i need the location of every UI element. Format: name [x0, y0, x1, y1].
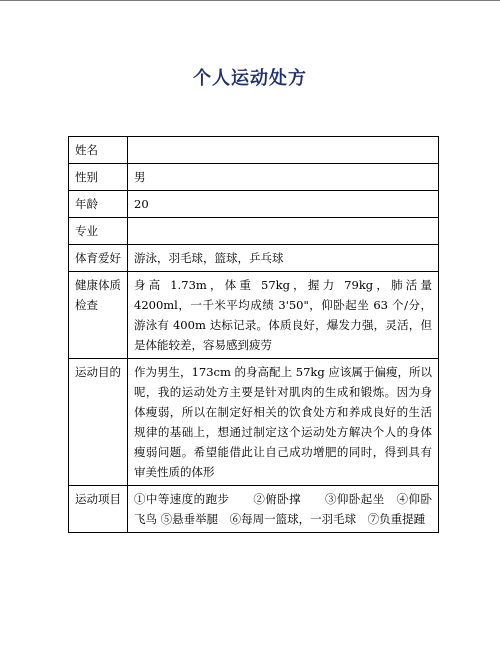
field-label: 体育爱好 [69, 245, 128, 272]
field-value-hobbies: 游泳，羽毛球，篮球，乒乓球 [128, 245, 439, 272]
field-value-gender: 男 [128, 164, 439, 191]
field-value-purpose: 作为男生，173cm 的身高配上 57kg 应该属于偏瘦，所以呢，我的运动处方主要是针对肌肉的生成和锻炼。因为身体瘦弱，所以在制定好相关的饮食处方和养成良好的生活规律的基础上，想通过制定这个运动处方解决个人的身体瘦弱问题。希望能借此让自己成功增肥的同时，得到具有审美性质的体形 [128, 359, 439, 486]
table-row-gender [69, 164, 439, 191]
field-value-major [128, 218, 439, 245]
field-label: 专业 [69, 218, 128, 245]
table-row-age [69, 191, 439, 218]
prescription-table [68, 136, 439, 533]
field-label: 姓名 [69, 137, 128, 164]
document-title: 个人运动处方 [193, 68, 307, 89]
table-row-health-check [69, 272, 439, 359]
field-label: 性别 [69, 164, 128, 191]
field-label: 健康体质检查 [69, 272, 128, 359]
table-row-major [69, 218, 439, 245]
top-rule [0, 0, 500, 1]
field-value-exercises: ①中等速度的跑步 ②俯卧撑 ③仰卧起坐 ④仰卧飞鸟 ⑤悬垂举腿 ⑥每周一篮球，一羽毛球 ⑦负重提踵 [128, 486, 439, 533]
field-value-name [128, 137, 439, 164]
table-row-exercises [69, 486, 439, 533]
field-label: 运动项目 [69, 486, 128, 533]
table-row-hobbies [69, 245, 439, 272]
table-row-name [69, 137, 439, 164]
field-label: 运动目的 [69, 359, 128, 486]
field-value-age: 20 [128, 191, 439, 218]
table-row-purpose [69, 359, 439, 486]
field-label: 年龄 [69, 191, 128, 218]
field-value-health-check: 身高 1.73m，体重 57kg，握力 79kg，肺活量 4200ml，一千米平均成绩 3'50"，仰卧起坐 63 个/分，游泳有 400m 达标记录。体质良好，爆发力强，灵活，但是体能较差，容易感到疲劳 [128, 272, 439, 359]
